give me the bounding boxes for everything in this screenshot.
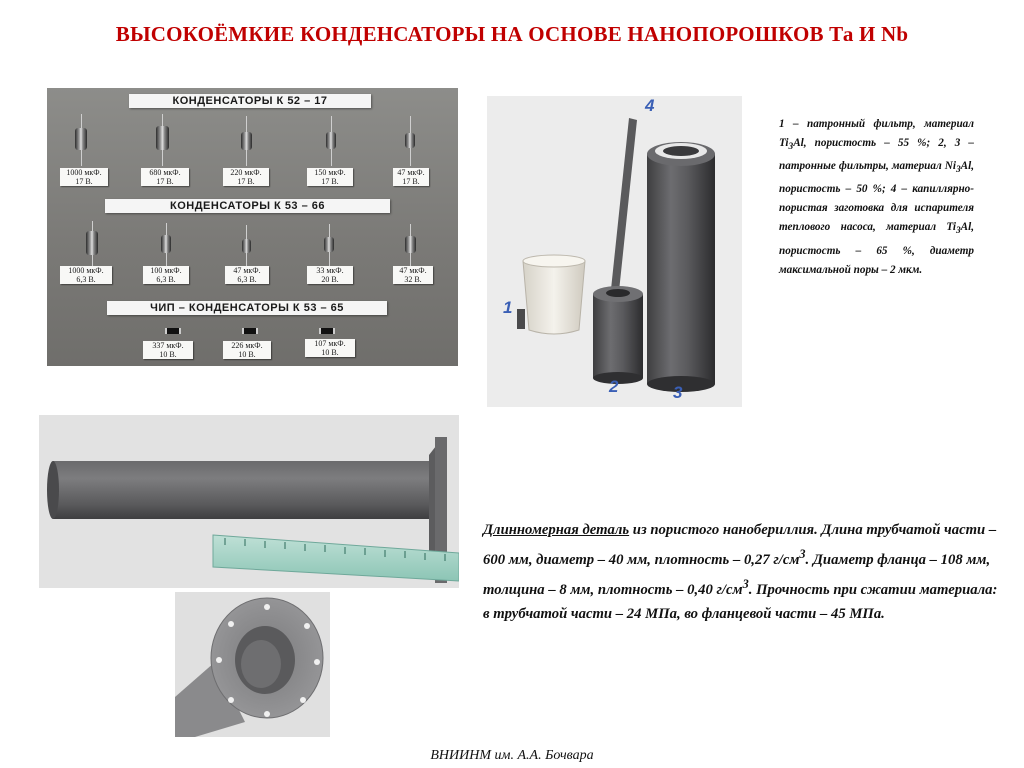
row2-header: КОНДЕНСАТОРЫ К 53 – 66 [105, 199, 390, 213]
filters-description: 1 – патронный фильтр, материал $Ti_3Al$, пористость – 55 %; 2, 3 – патронные фильтры, материал $Ni_3Al$, пористость – 50 %; 4 – капиллярно-пористая заготовка для испарителя теплового насоса, материал $Ti_3Al$, пористость – 65 %, диаметр максимальной поры – 2 мкм. [779, 118, 974, 276]
photo-label-4: 4 [645, 96, 655, 115]
capacitor [160, 223, 172, 266]
capacitor [404, 116, 416, 166]
capacitor-tag: 1000 мкФ. 17 В. [60, 168, 108, 186]
chip-capacitor [242, 328, 258, 334]
capacitor [325, 116, 337, 166]
capacitor-tag: 100 мкФ. 6,3 В. [143, 266, 189, 284]
capacitor-board-photo [47, 88, 458, 366]
tube-caption: Длинномерная деталь из пористого нанобериллия. Длина трубчатой части – 600 мм, диаметр – 40 мм, плотность – 0,27 $г/см^3$. Диаметр фланца – 108 мм, толщина – 8 мм, плотность – 0,40 $г/см^3$. Прочность при сжатии материала: в трубчатой части – 24 МПа, во фланцевой части – 45 МПа. [483, 522, 998, 622]
capacitor [74, 114, 88, 166]
filters-photo [487, 96, 742, 407]
capacitor-tag: 47 мкФ. 32 В. [393, 266, 433, 284]
capacitor-tag: 226 мкФ. 10 В. [223, 341, 271, 359]
flange-illustration [175, 592, 330, 737]
footer-institution: ВНИИНМ им. А.А. Бочвара [430, 748, 594, 763]
photo-label-3: 3 [673, 383, 683, 402]
page-title: ВЫСОКОЁМКИЕ КОНДЕНСАТОРЫ НА ОСНОВЕ НАНОПОРОШКОВ Та И Nb [115, 22, 909, 46]
flange-photo [175, 592, 330, 737]
capacitor-tag: 33 мкФ. 20 В. [307, 266, 353, 284]
capacitor [404, 224, 416, 266]
capacitor-tag: 220 мкФ. 17 В. [223, 168, 269, 186]
capacitor [323, 224, 335, 266]
capacitor-tag: 150 мкФ. 17 В. [307, 168, 353, 186]
photo-label-1: 1 [503, 298, 513, 317]
capacitor-tag: 337 мкФ. 10 В. [143, 341, 193, 359]
photo-label-2: 2 [609, 377, 619, 396]
capacitor-tag: 680 мкФ. 17 В. [141, 168, 189, 186]
chip-capacitor [165, 328, 181, 334]
row3-header: ЧИП – КОНДЕНСАТОРЫ К 53 – 65 [107, 301, 387, 315]
tube-illustration [39, 415, 459, 588]
capacitor [240, 116, 252, 166]
capacitor-tag: 1000 мкФ. 6,3 В. [60, 266, 112, 284]
beryllium-tube-photo [39, 415, 459, 588]
capacitor-tag: 107 мкФ. 10 В. [305, 339, 355, 357]
chip-capacitor [319, 328, 335, 334]
capacitor [85, 221, 99, 266]
capacitor-tag: 47 мкФ. 17 В. [393, 168, 429, 186]
row1-header: КОНДЕНСАТОРЫ К 52 – 17 [129, 94, 371, 108]
capacitor-tag: 47 мкФ. 6,3 В. [225, 266, 269, 284]
capacitor [241, 225, 251, 266]
filters-illustration [487, 96, 742, 407]
capacitor [155, 114, 169, 166]
